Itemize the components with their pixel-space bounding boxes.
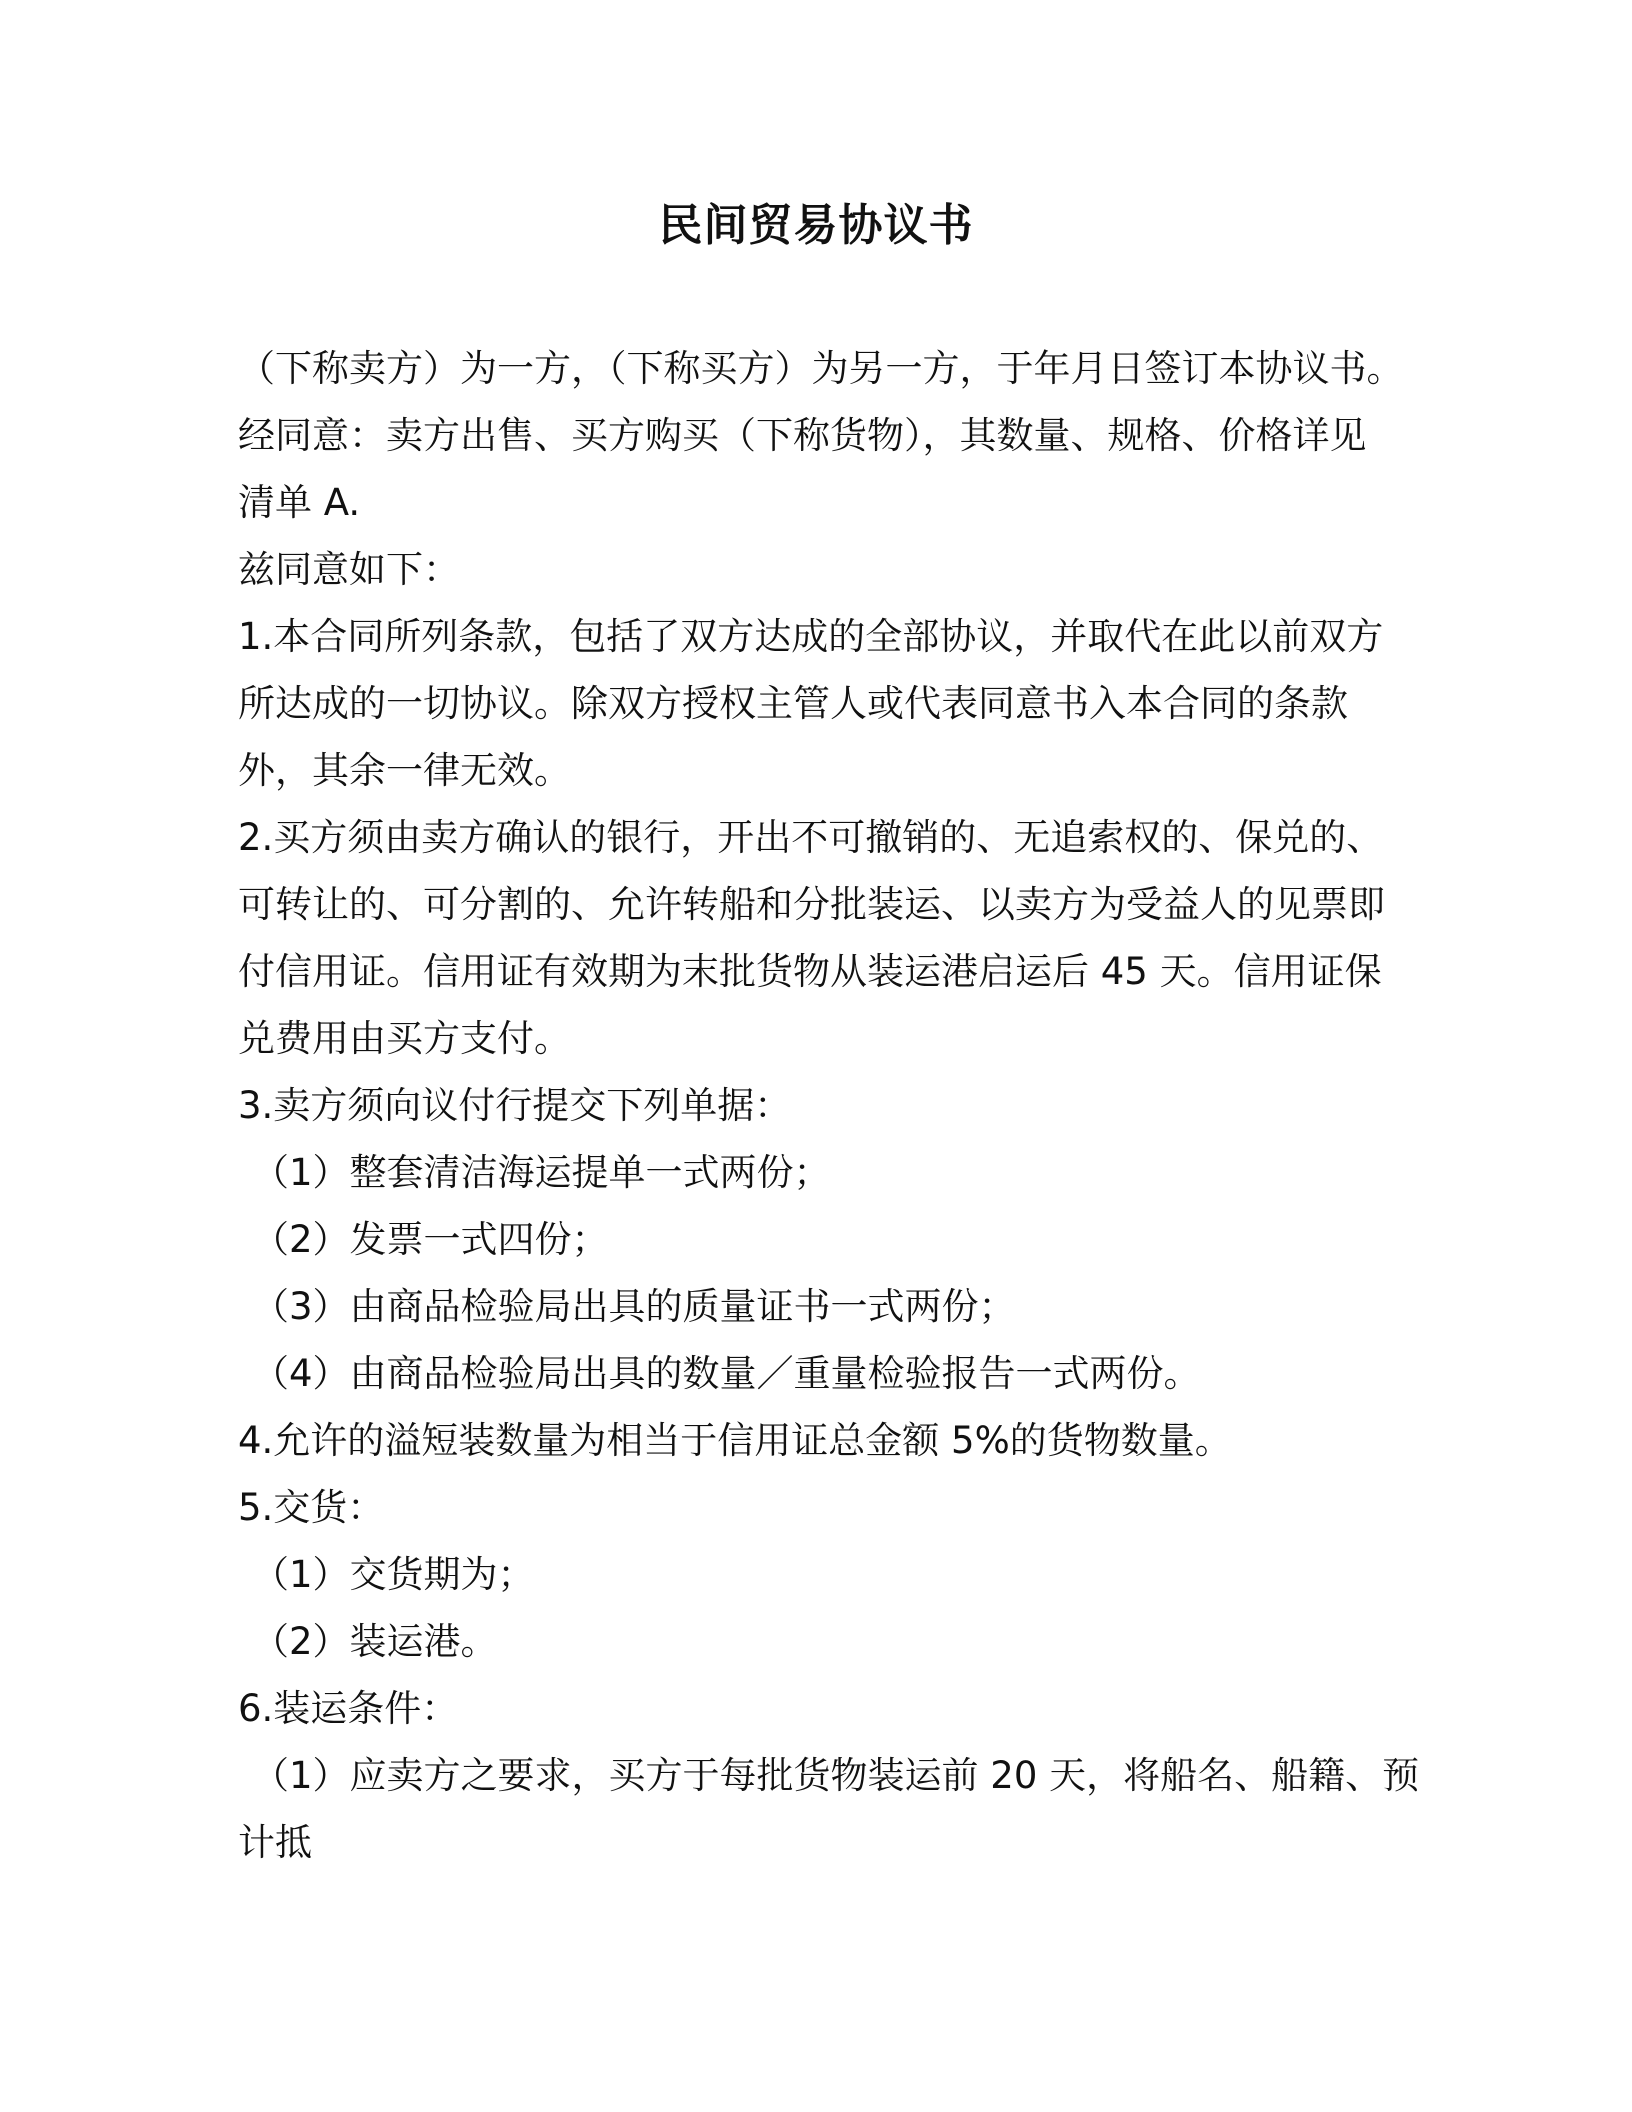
clause-2-line-2: 可转让的、可分割的、允许转船和分批装运、以卖方为受益人的见票即 <box>238 883 1385 926</box>
clause-6-item-1-line-1: （1）应卖方之要求，买方于每批货物装运前 20 天，将船名、船籍、预 <box>252 1754 1420 1797</box>
clause-3-item-2: （2）发票一式四份； <box>252 1218 609 1261</box>
clause-3-item-3: （3）由商品检验局出具的质量证书一式两份； <box>252 1285 1016 1328</box>
clause-1-line-2: 所达成的一切协议。除双方授权主管人或代表同意书入本合同的条款 <box>238 682 1348 725</box>
clause-3-item-4: （4）由商品检验局出具的数量／重量检验报告一式两份。 <box>252 1352 1201 1395</box>
clause-5-item-1: （1）交货期为； <box>252 1553 535 1596</box>
intro-line-1: （下称卖方）为一方，（下称买方）为另一方，于年月日签订本协议书。 <box>238 347 1404 390</box>
clause-2-line-1: 2.买方须由卖方确认的银行，开出不可撤销的、无追索权的、保兑的、 <box>238 816 1384 859</box>
intro-line-3: 清单 A. <box>238 481 361 524</box>
clause-3-item-1: （1）整套清洁海运提单一式两份； <box>252 1151 831 1194</box>
clause-2-line-3: 付信用证。信用证有效期为末批货物从装运港启运后 45 天。信用证保 <box>238 950 1382 993</box>
clause-2-line-4: 兑费用由买方支付。 <box>238 1017 571 1060</box>
document-body <box>238 335 1420 1876</box>
clause-6-item-1-line-2: 计抵 <box>238 1821 312 1864</box>
clause-6-heading: 6.装运条件： <box>238 1687 459 1730</box>
clause-4: 4.允许的溢短装数量为相当于信用证总金额 5%的货物数量。 <box>238 1419 1232 1462</box>
intro-line-2: 经同意：卖方出售、买方购买（下称货物），其数量、规格、价格详见 <box>238 414 1367 457</box>
document-title: 民间贸易协议书 <box>658 200 974 251</box>
clause-5-item-2: （2）装运港。 <box>252 1620 498 1663</box>
clause-1-line-1: 1.本合同所列条款，包括了双方达成的全部协议，并取代在此以前双方 <box>238 615 1384 658</box>
agreement-heading: 兹同意如下： <box>238 548 460 591</box>
clause-3-heading: 3.卖方须向议付行提交下列单据： <box>238 1084 792 1127</box>
clause-5-heading: 5.交货： <box>238 1486 385 1529</box>
clause-1-line-3: 外，其余一律无效。 <box>238 749 571 792</box>
